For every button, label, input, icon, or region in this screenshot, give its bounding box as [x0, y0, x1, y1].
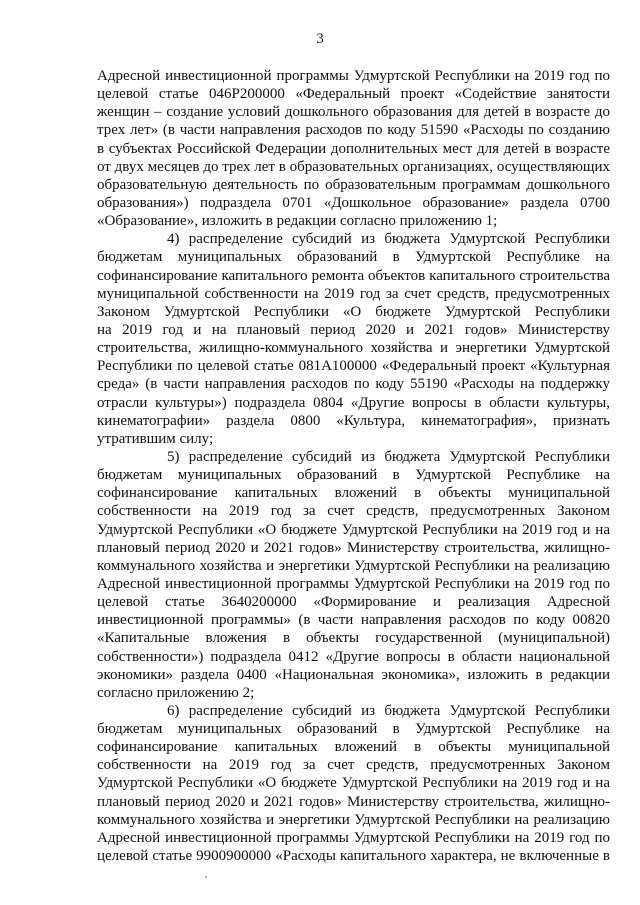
text-line: целевой статье 9900900000 «Расходы капитального характера, не включенные в — [97, 848, 610, 865]
text-line: Адресной инвестиционной программы Удмуртской Республики на 2019 год по — [97, 68, 610, 84]
text-line: Законом Удмуртской Республики «О бюджете Удмуртской Республики — [97, 303, 610, 320]
text-line: бюджетам муниципальных образований в Удмуртской Республике на — [97, 467, 610, 484]
text-line: кинематографии» раздела 0800 «Культура, кинематография», признать — [97, 412, 610, 429]
text-line: целевой статье 3640200000 «Формирование и реализация Адресной — [97, 594, 610, 611]
text-line: Адресной инвестиционной программы Удмуртской Республики на 2019 год по — [97, 829, 610, 846]
text-line: трех лет» (в части направления расходов по коду 51590 «Расходы по созданию — [97, 122, 610, 139]
text-line: инвестиционной программы» (в части направления расходов по коду 00820 — [97, 612, 610, 629]
scan-speck — [205, 876, 207, 878]
text-line: «Капитальные вложения в объекты государственной (муниципальной) — [97, 630, 610, 647]
paragraph-item-6 — [97, 702, 610, 865]
text-line: муниципальной собственности на 2019 год за счет средств, предусмотренных — [97, 285, 610, 302]
paragraph-item-5 — [97, 448, 610, 702]
text-line: бюджетам муниципальных образований в Удмуртской Республике на — [97, 721, 610, 738]
text-line: целевой статье 046P200000 «Федеральный проект «Содействие занятости — [97, 86, 610, 103]
text-line: плановый период 2020 и 2021 годов» Министерству строительства, жилищно- — [97, 793, 610, 810]
text-line: софинансирование капитального ремонта объектов капитального строительства — [97, 267, 610, 284]
text-line: отрасли культуры») подраздела 0804 «Другие вопросы в области культуры, — [97, 394, 610, 411]
text-line: собственности на 2019 год за счет средств, предусмотренных Законом — [97, 503, 610, 520]
text-line: образования») подраздела 0701 «Дошкольное образование» раздела 0700 — [97, 194, 610, 211]
text-line: коммунального хозяйства и энергетики Удмуртской Республики на реализацию — [97, 811, 610, 828]
paragraph-continuation — [97, 67, 610, 230]
text-line: 6) распределение субсидий из бюджета Удмуртской Республики — [167, 702, 610, 719]
text-line: софинансирование капитальных вложений в объекты муниципальной — [97, 485, 610, 502]
text-line: Республики по целевой статье 081A100000 «Федеральный проект «Культурная — [97, 358, 610, 375]
text-line: в субъектах Российской Федерации дополнительных мест для детей в возрасте — [97, 140, 610, 157]
text-line: 4) распределение субсидий из бюджета Удмуртской Республики — [167, 231, 610, 248]
text-line: среда» (в части направления расходов по коду 55190 «Расходы на поддержку — [97, 376, 610, 393]
text-line: женщин – создание условий дошкольного образования для детей в возрасте до — [97, 104, 610, 121]
text-line: софинансирование капитальных вложений в объекты муниципальной — [97, 739, 610, 756]
page-number: 3 — [316, 31, 324, 47]
text-line: Удмуртской Республики «О бюджете Удмуртской Республики на 2019 год и на — [97, 775, 610, 792]
text-line: согласно приложению 2; — [97, 684, 255, 701]
text-line: строительства, жилищно-коммунального хозяйства и энергетики Удмуртской — [97, 340, 610, 357]
text-line: бюджетам муниципальных образований в Удмуртской Республике на — [97, 249, 610, 266]
text-line: Удмуртской Республики «О бюджете Удмуртской Республики на 2019 год и на — [97, 521, 610, 538]
paragraph-item-4 — [97, 230, 610, 448]
text-line: коммунального хозяйства и энергетики Удмуртской Республики на реализацию — [97, 557, 610, 574]
text-line: Адресной инвестиционной программы Удмуртской Республики на 2019 год по — [97, 575, 610, 592]
text-line: утратившим силу; — [97, 430, 214, 447]
text-line: собственности на 2019 год за счет средств, предусмотренных Законом — [97, 757, 610, 774]
text-line: собственности») подраздела 0412 «Другие вопросы в области национальной — [97, 648, 610, 665]
text-line: 5) распределение субсидий из бюджета Удмуртской Республики — [167, 448, 610, 465]
text-line: образовательную деятельность по образовательным программам дошкольного — [97, 176, 610, 193]
text-line: «Образование», изложить в редакции согласно приложению 1; — [97, 213, 498, 230]
text-line: экономики» раздела 0400 «Национальная экономика», изложить в редакции — [97, 666, 610, 683]
text-line: на 2019 год и на плановый период 2020 и 2021 годов» Министерству — [97, 321, 610, 338]
text-line: от двух месяцев до трех лет в образовательных организациях, осуществляющих — [97, 158, 610, 175]
text-line: плановый период 2020 и 2021 годов» Министерству строительства, жилищно- — [97, 539, 610, 556]
document-body — [97, 67, 610, 865]
